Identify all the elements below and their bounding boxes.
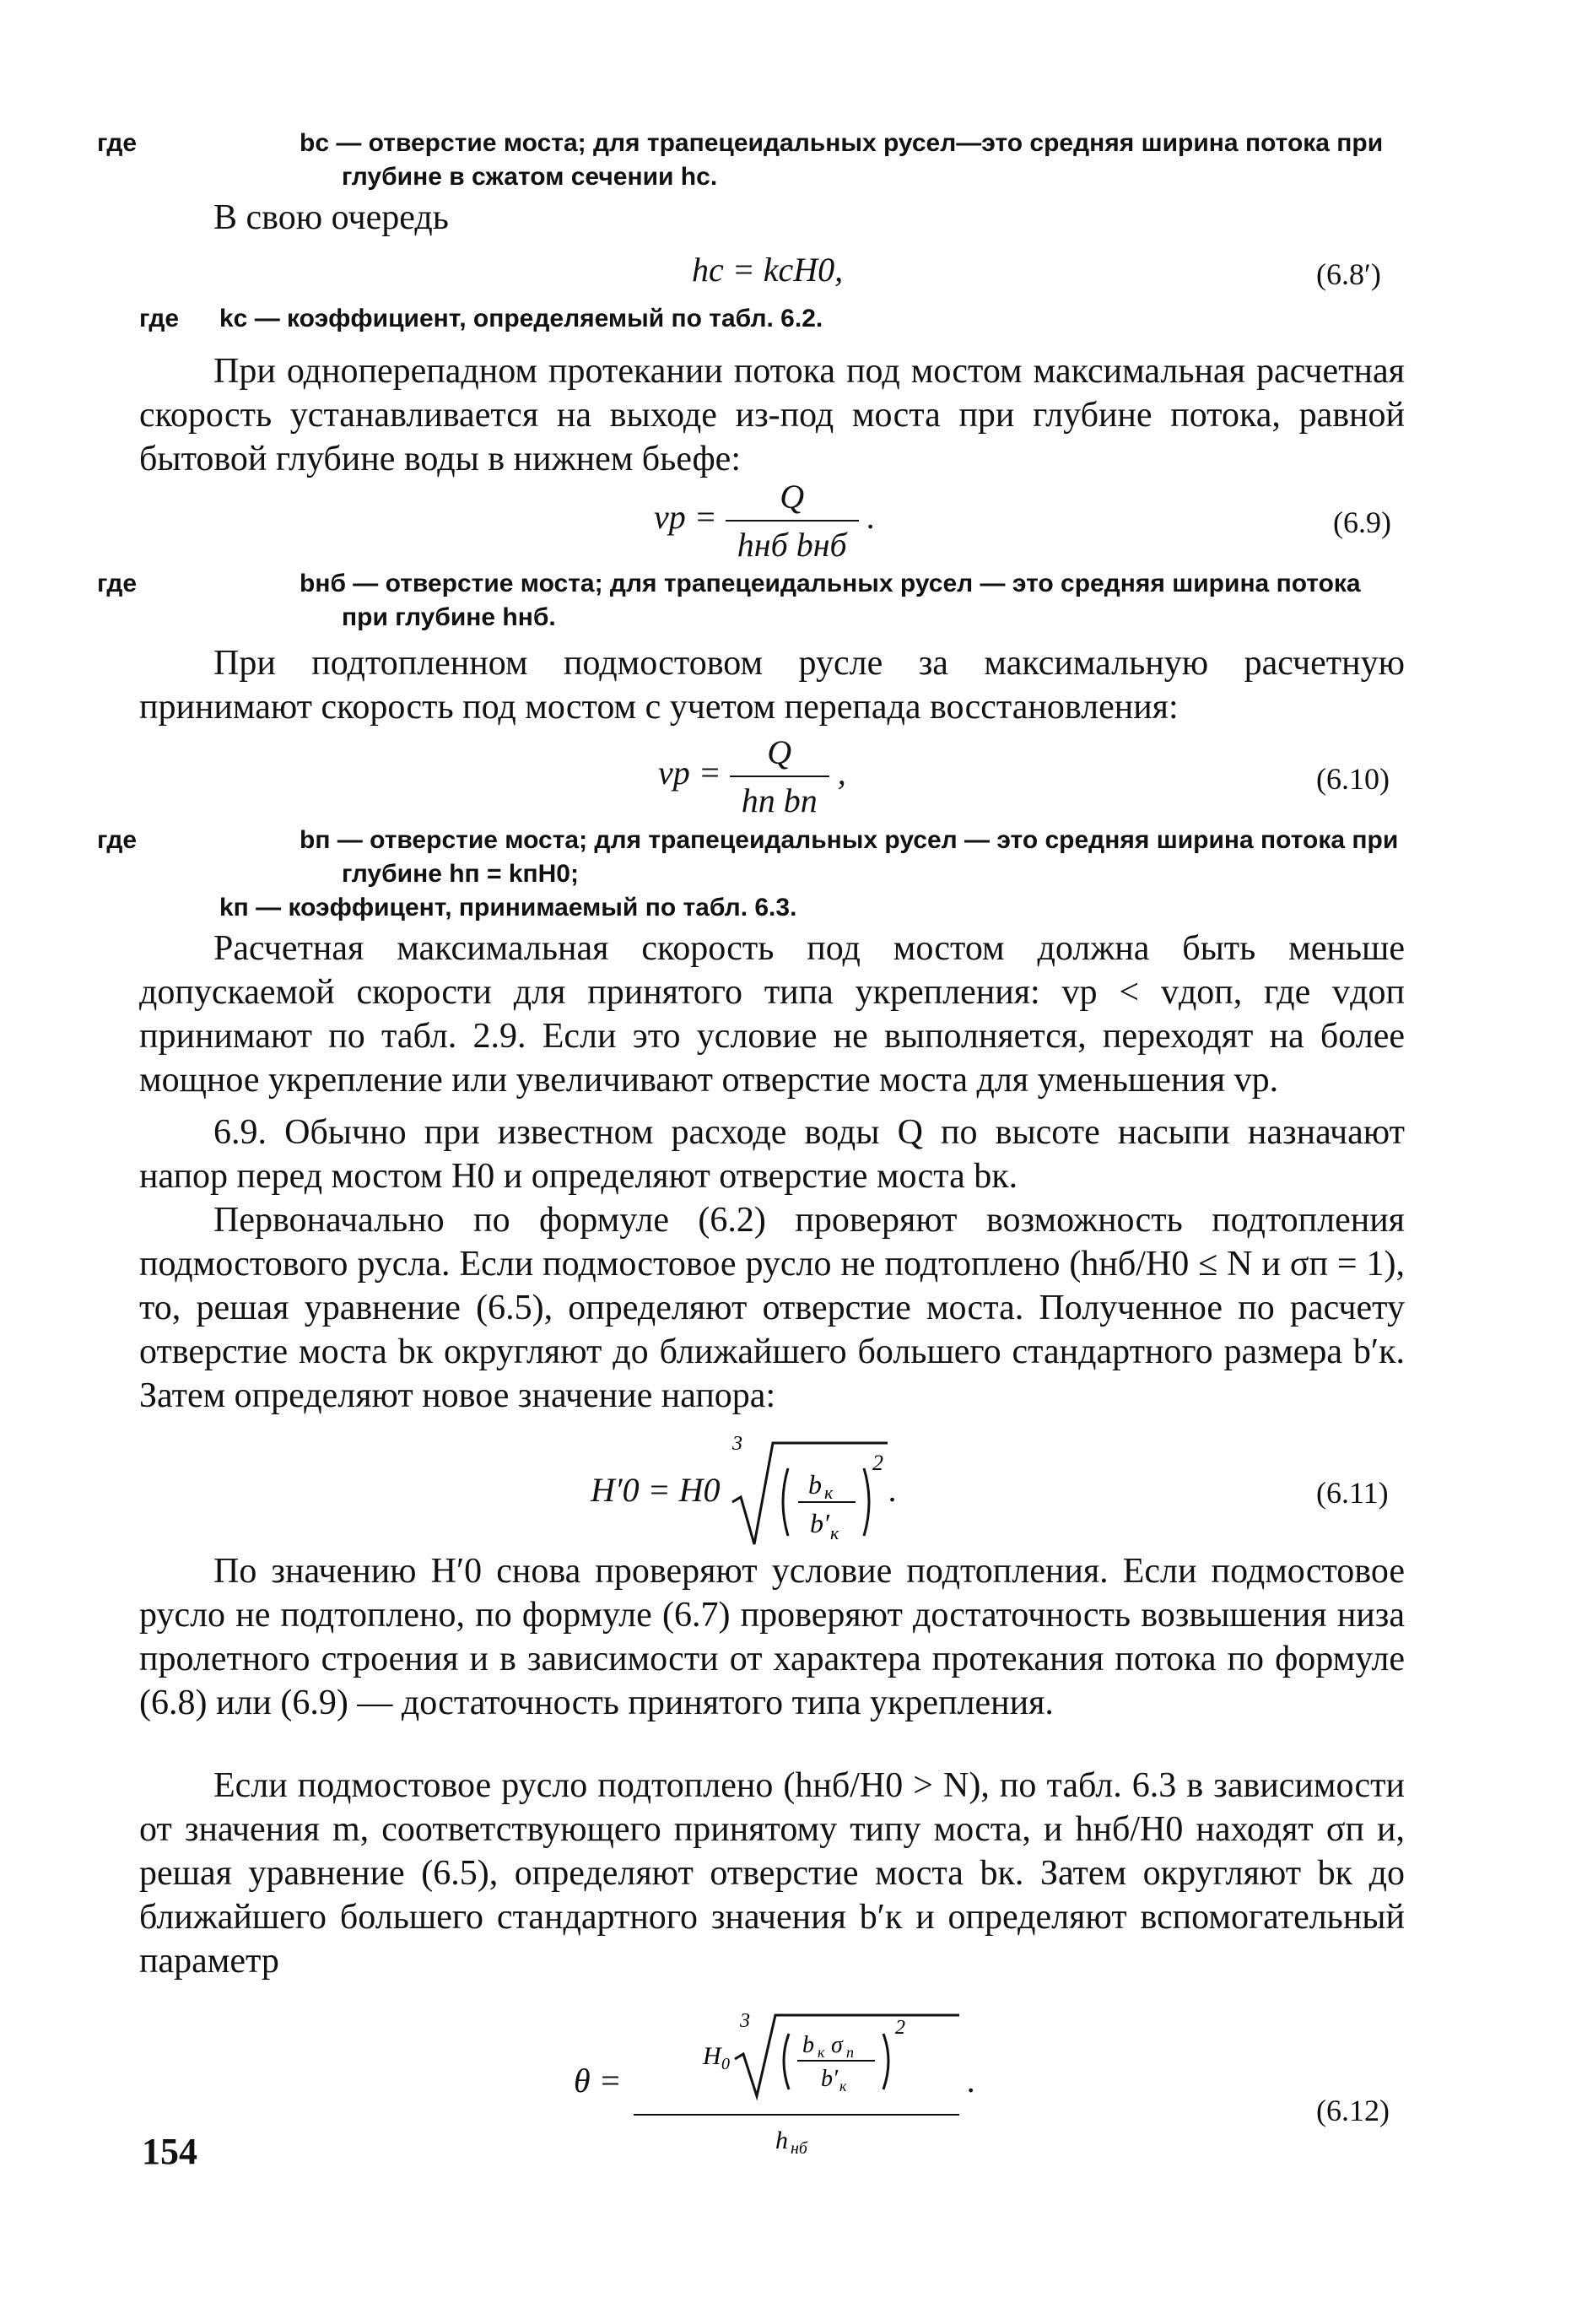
svg-text:H: H	[702, 2042, 721, 2070]
equation-6-8prime: hс = kсH0,	[692, 251, 844, 289]
note-bnb: где bнб — отверстие моста; для трапецеидальных русел — это средняя ширина потока при глубине hнб.	[97, 570, 1361, 631]
equation-6-11: H′0 = H0 3 b к b′ к 2 .	[591, 1435, 898, 1553]
equation-number: (6.10)	[1316, 762, 1390, 796]
paragraph: При подтопленном подмостовом русле за максимальную расчетную принимают скорость под мостом с учетом перепада восстановления:	[139, 644, 1405, 727]
svg-text:к: к	[839, 2078, 847, 2094]
paragraph: Первоначально по формуле (6.2) проверяют возможность подтопления подмостового русла. Если подмостовое русло не подтоплено (hнб/H0 ≤ N и σп = 1), то, решая уравнение (6.5), определяют отверстие моста. Полученное по расчету отверстие моста bк округляют до ближайшего большего стандартного размера b′к. Затем определяют новое значение напора:	[139, 1201, 1405, 1415]
svg-text:к: к	[817, 2044, 825, 2061]
svg-text:b: b	[802, 2032, 814, 2058]
svg-text:3: 3	[731, 1435, 742, 1455]
svg-text:h: h	[775, 2127, 788, 2154]
paragraph: В свою очередь	[213, 198, 449, 237]
svg-text:b: b	[807, 1469, 822, 1500]
equation-number: (6.9)	[1333, 505, 1391, 539]
svg-text:нб: нб	[790, 2139, 807, 2158]
page-number: 154	[142, 2131, 197, 2172]
equation-6-10: vр = $\frac{Q}{\text{hп bп}}$ ,	[658, 733, 846, 819]
svg-text:σ: σ	[830, 2032, 843, 2058]
equation-6-12: θ = H 0 3 b к σ п b′ к 2 h нб .	[574, 2008, 976, 2160]
svg-text:2: 2	[872, 1451, 883, 1475]
paragraph: По значению H′0 снова проверяют условие подтопления. Если подмостовое русло не подтоплено, по формуле (6.7) проверяют достаточность возвышения низа пролетного строения и в зависимости от характера протекания потока по формуле (6.8) или (6.9) — достаточность принятого типа укрепления.	[139, 1552, 1405, 1722]
svg-text:п: п	[845, 2044, 854, 2061]
paragraph: Расчетная максимальная скорость под мостом должна быть меньше допускаемой скорости для принятого типа укрепления: vр < vдоп, где vдоп принимают по табл. 2.9. Если это условие не выполняется, переходят на более мощное укрепление или увеличивают отверстие моста для уменьшения vр.	[139, 929, 1405, 1100]
svg-text:0: 0	[721, 2055, 730, 2073]
paragraph: Если подмостовое русло подтоплено (hнб/H0 > N), по табл. 6.3 в зависимости от значения m, соответствующего принятому типу моста, и hнб/H0 находят σп и, решая уравнение (6.5), определяют отверстие моста bк. Затем округляют bк до ближайшего большего стандартного значения b′к и определяют вспомогательный параметр	[139, 1766, 1405, 1981]
equation-6-9: vр = $\frac{Q}{\text{hнб bнб}}$ .	[654, 478, 876, 564]
svg-text:к: к	[829, 1522, 839, 1543]
cube-root-symbol	[729, 1435, 889, 1553]
equation-number: (6.12)	[1316, 2094, 1390, 2127]
paragraph: При одноперепадном протекании потока под мостом максимальная расчетная скорость устанавливается на выходе из-под моста при глубине потока, равной бытовой глубине воды в нижнем бьефе:	[139, 352, 1405, 478]
svg-text:3: 3	[739, 2010, 750, 2032]
theta-fraction	[630, 2008, 968, 2160]
note-bc: где bс — отверстие моста; для трапецеидальных русел—это средняя ширина потока при глубине в сжатом сечении hс.	[97, 129, 1384, 191]
svg-text:к: к	[823, 1482, 833, 1503]
svg-text:b′: b′	[820, 2066, 838, 2092]
note-kc: где kс — коэффициент, определяемый по табл. 6.2.	[139, 305, 823, 332]
equation-number: (6.8′)	[1316, 257, 1381, 291]
svg-text:2: 2	[894, 2017, 905, 2039]
note-bp: где bп — отверстие моста; для трапецеидальных русел — это средняя ширина потока при глубине hп = kпH0; kп — коэффицент, принимаемый по табл. 6.3.	[97, 826, 1399, 921]
paragraph: 6.9. Обычно при известном расходе воды Q по высоте насыпи назначают напор перед мостом H0 и определяют отверстие моста bк.	[139, 1113, 1405, 1196]
svg-text:b′: b′	[809, 1508, 829, 1538]
equation-number: (6.11)	[1316, 1476, 1389, 1510]
